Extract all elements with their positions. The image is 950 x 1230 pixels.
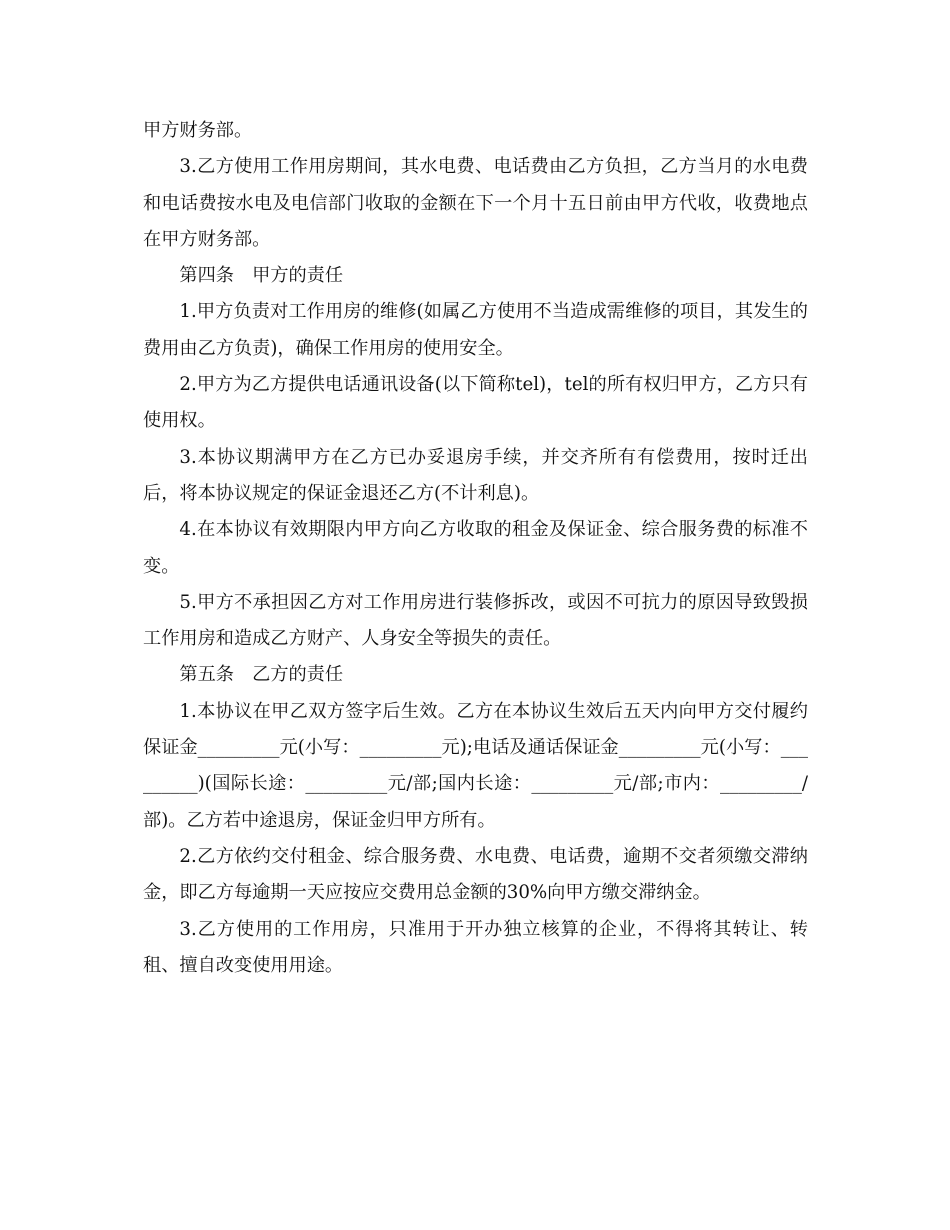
paragraph-party-b-usage: 3.乙方使用的工作用房，只准用于开办独立核算的企业，不得将其转让、转租、擅自改变使用用途。 xyxy=(143,918,808,976)
paragraph-party-b-late-fee: 2.乙方依约交付租金、综合服务费、水电费、电话费，逾期不交者须缴交滞纳金，即乙方每逾期一天应按应交费用总金额的30%向甲方缴交滞纳金。 xyxy=(143,845,808,904)
paragraph-continuation: 甲方财务部。 xyxy=(143,120,253,141)
article-five-heading: 第五条 乙方的责任 xyxy=(179,664,344,686)
article-four-heading: 第四条 甲方的责任 xyxy=(179,265,344,287)
paragraph-party-a-maintenance: 1.甲方负责对工作用房的维修(如属乙方使用不当造成需维修的项目，其发生的费用由乙方负责)，确保工作用房的使用安全。 xyxy=(143,301,808,359)
paragraph-party-a-liability-exemption: 5.甲方不承担因乙方对工作用房进行装修拆改，或因不可抗力的原因导致毁损工作用房和造成乙方财产、人身安全等损失的责任。 xyxy=(143,591,808,650)
paragraph-party-a-fee-standard: 4.在本协议有效期限内甲方向乙方收取的租金及保证金、综合服务费的标准不变。 xyxy=(143,519,808,577)
paragraph-party-a-telephone: 2.甲方为乙方提供电话通讯设备(以下简称tel)，tel的所有权归甲方，乙方只有使用权。 xyxy=(143,374,808,432)
paragraph-party-b-deposit: 1.本协议在甲乙双方签字后生效。乙方在本协议生效后五天内向甲方交付履约保证金_________元(小写：_________元);电话及通话保证金_________元(小写：_________)(国际长途：_________元/部;国内长途：_________元/部;市内：_________/部)。乙方若中途退房，保证金归甲方所有。 xyxy=(143,700,808,831)
paragraph-party-a-deposit-refund: 3.本协议期满甲方在乙方已办妥退房手续，并交齐所有有偿费用，按时迁出后，将本协议规定的保证金退还乙方(不计利息)。 xyxy=(143,446,808,504)
document-body xyxy=(143,113,808,984)
paragraph-utilities-fee: 3.乙方使用工作用房期间，其水电费、电话费由乙方负担，乙方当月的水电费和电话费按水电及电信部门收取的金额在下一个月十五日前由甲方代收，收费地点在甲方财务部。 xyxy=(143,156,808,250)
